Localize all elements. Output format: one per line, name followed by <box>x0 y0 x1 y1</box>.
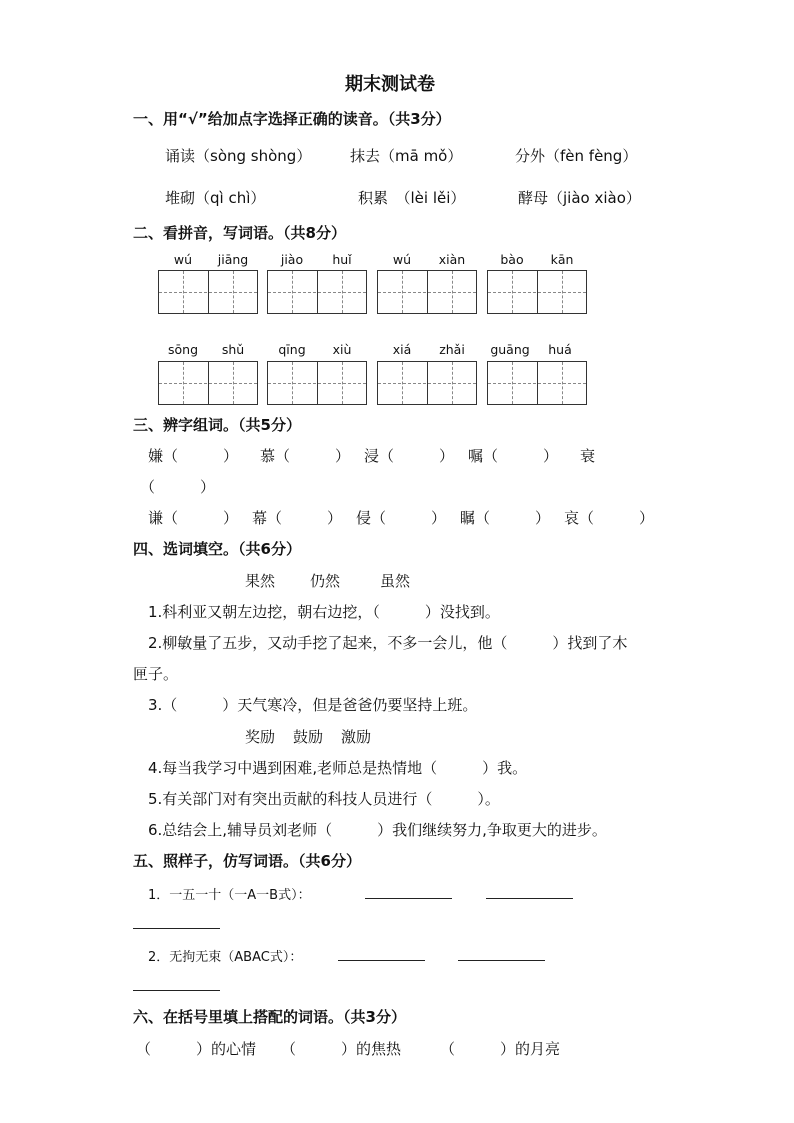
writing-box[interactable] <box>487 270 587 314</box>
writing-box[interactable] <box>267 361 367 405</box>
s3-item: 浸（ ） <box>364 447 455 465</box>
answer-line[interactable] <box>486 898 573 899</box>
s3-item: 衰 <box>580 447 596 465</box>
page-title: 期末测试卷 <box>345 74 435 95</box>
s4-question-4: 4.每当我学习中遇到困难,老师总是热情地（ ）我。 <box>148 759 528 777</box>
word-choice: 果然 <box>245 572 276 590</box>
writing-box[interactable] <box>267 270 367 314</box>
section5-heading: 五、照样子，仿写词语。（共6分） <box>133 852 361 870</box>
pinyin: sōng <box>167 342 199 357</box>
s3-item-wrap: （ ） <box>140 478 216 496</box>
writing-box[interactable] <box>158 270 258 314</box>
s4-question-1: 1.科利亚又朝左边挖，朝右边挖，（ ）没找到。 <box>148 603 500 621</box>
pinyin: xiù <box>332 342 352 357</box>
pinyin: huá <box>548 342 572 357</box>
writing-box[interactable] <box>377 270 477 314</box>
answer-line[interactable] <box>133 990 220 991</box>
answer-line[interactable] <box>338 960 425 961</box>
answer-line[interactable] <box>133 928 220 929</box>
s4-question-2-cont: 匣子。 <box>133 665 179 683</box>
writing-box[interactable] <box>487 361 587 405</box>
s6-item: （ ）的月亮 <box>440 1040 561 1058</box>
pinyin: bào <box>500 252 524 267</box>
pinyin: qīng <box>278 342 306 357</box>
word-choice: 奖励 <box>245 728 276 746</box>
pinyin: shǔ <box>221 342 245 357</box>
writing-box[interactable] <box>158 361 258 405</box>
s6-item: （ ）的心情 <box>136 1040 257 1058</box>
pinyin: kān <box>550 252 574 267</box>
s3-item: 哀（ ） <box>564 509 655 527</box>
s1-item-6: 酵母（jiào xiào） <box>518 189 641 207</box>
pinyin: xiàn <box>438 252 466 267</box>
section4-heading: 四、选词填空。（共6分） <box>133 540 301 558</box>
pinyin: xiá <box>392 342 412 357</box>
pinyin: jiào <box>280 252 304 267</box>
writing-box[interactable] <box>377 361 477 405</box>
s4-question-2: 2.柳敏量了五步，又动手挖了起来，不多一会儿，他（ ）找到了木 <box>148 634 628 652</box>
s4-question-3: 3.（ ）天气寒冷，但是爸爸仍要坚持上班。 <box>148 696 478 714</box>
pinyin: jiāng <box>217 252 249 267</box>
pinyin: wú <box>173 252 193 267</box>
s3-item: 幕（ ） <box>252 509 343 527</box>
s4-question-5: 5.有关部门对有突出贡献的科技人员进行（ ）。 <box>148 790 500 808</box>
word-choice: 激励 <box>341 728 372 746</box>
s3-item: 慕（ ） <box>260 447 351 465</box>
s1-item-5: 积累 （lèi lěi） <box>358 189 466 207</box>
word-choice: 鼓励 <box>293 728 324 746</box>
section3-heading: 三、辨字组词。（共5分） <box>133 416 301 434</box>
s6-item: （ ）的焦热 <box>281 1040 402 1058</box>
pinyin: wú <box>392 252 412 267</box>
s5-question-1: 1．一五一十（一A一B式）： <box>148 888 311 903</box>
s3-item: 嘱（ ） <box>468 447 559 465</box>
s4-question-6: 6.总结会上,辅导员刘老师（ ）我们继续努力,争取更大的进步。 <box>148 821 607 839</box>
s3-item: 嫌（ ） <box>148 447 239 465</box>
word-choice: 虽然 <box>380 572 411 590</box>
section1-heading: 一、用“√”给加点字选择正确的读音。（共3分） <box>133 110 451 128</box>
answer-line[interactable] <box>458 960 545 961</box>
s3-item: 谦（ ） <box>148 509 239 527</box>
s1-item-3: 分外（fèn fèng） <box>515 147 638 165</box>
s3-item: 侵（ ） <box>356 509 447 527</box>
answer-line[interactable] <box>365 898 452 899</box>
s1-item-2: 抹去（mā mǒ） <box>350 147 463 165</box>
s3-item: 瞩（ ） <box>460 509 551 527</box>
pinyin: zhǎi <box>439 342 465 357</box>
s1-item-4: 堆砌（qì chì） <box>165 189 266 207</box>
section6-heading: 六、在括号里填上搭配的词语。（共3分） <box>133 1008 406 1026</box>
s1-item-1: 诵读（sòng shòng） <box>165 147 312 165</box>
section2-heading: 二、看拼音，写词语。（共8分） <box>133 224 346 242</box>
word-choice: 仍然 <box>310 572 341 590</box>
s5-question-2: 2．无拘无束（ABAC式）： <box>148 950 303 965</box>
pinyin: huǐ <box>332 252 352 267</box>
pinyin: guāng <box>490 342 530 357</box>
